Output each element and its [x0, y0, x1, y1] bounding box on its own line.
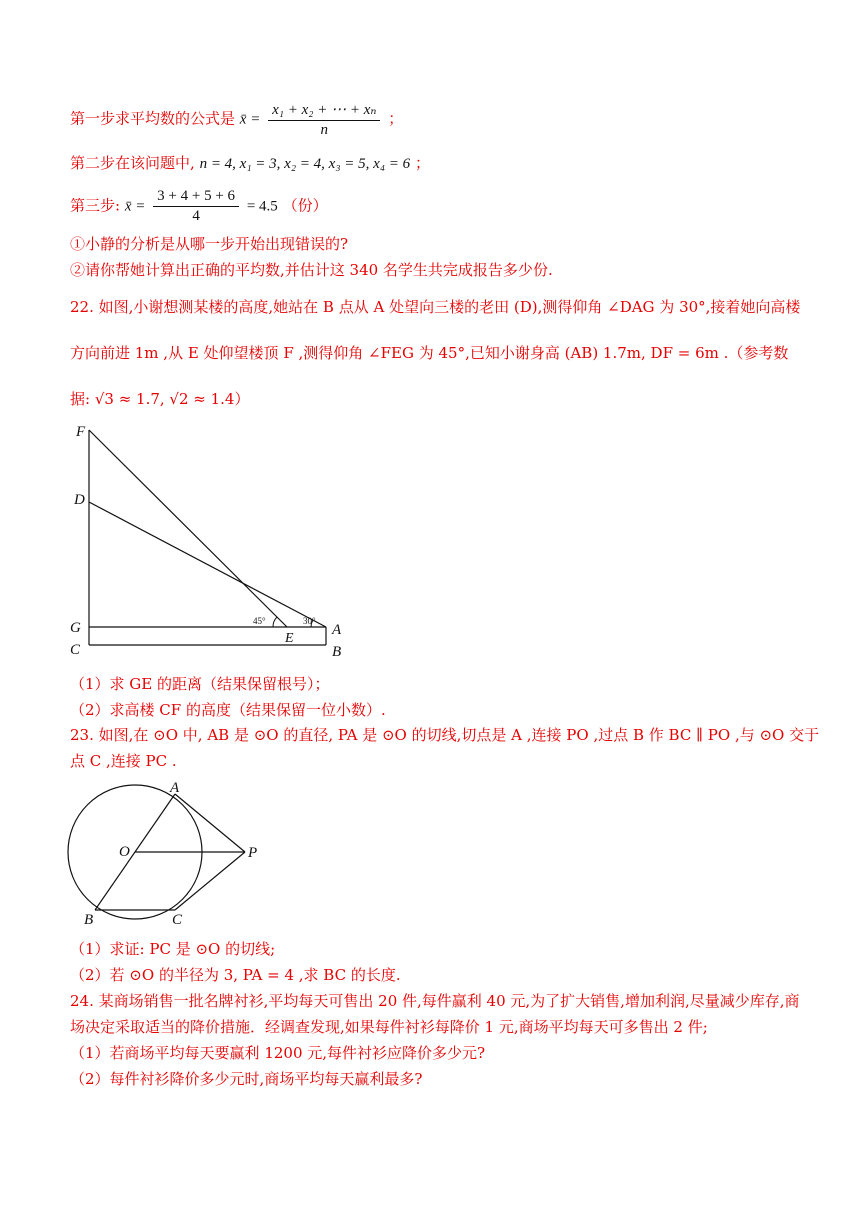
- step1-fraction: $\frac{\text{x₁ + x₂ + ⋯ + xₙ}}{n}$: [268, 100, 380, 139]
- label-E: E: [285, 631, 294, 646]
- q22-sub1: （1）求 GE 的距离（结果保留根号）；: [70, 675, 330, 693]
- q21-step3: 第三步: x̄ = $\frac{3 + 4 + 5 + 6}{4}$ = 4.5 （份）: [70, 188, 328, 224]
- q23-sub1: （1）求证: PC 是 ⊙O 的切线;: [70, 940, 276, 958]
- label-A: A: [332, 622, 342, 638]
- q24-line1: 24. 某商场销售一批名牌衬衫,平均每天可售出 20 件,每件赢利 40 元,为了扩大销售,增加利润,尽量减少库存,商: [70, 992, 800, 1010]
- q24-sub1: （1）若商场平均每天要赢利 1200 元,每件衬衫应降价多少元?: [70, 1044, 486, 1062]
- q22-sub2: （2）求高楼 CF 的高度（结果保留一位小数）.: [70, 701, 386, 719]
- label-angle-45: 45°: [253, 616, 266, 626]
- label-G: G: [70, 620, 81, 636]
- q23-line1: 23. 如图,在 ⊙O 中, AB 是 ⊙O 的直径, PA 是 ⊙O 的切线,切点是 A ,连接 PO ,过点 B 作 BC ∥ PO ,与 ⊙O 交于: [70, 726, 820, 744]
- q21-step2: 第二步在该问题中, n = 4, x₁ = 3, x₂ = 4, x₃ = 5, x₄ = 6 ；: [70, 154, 430, 172]
- q21-step1: 第一步求平均数的公式是 x̄ = $\frac{\text{x₁ + x₂ + ⋯ + xₙ}}{n}$ ；: [70, 102, 404, 138]
- q22-line1: 22. 如图,小谢想测某楼的高度,她站在 B 点从 A 处望向三楼的老田 (D),测得仰角 ∠DAG 为 30°,接着她向高楼: [70, 298, 801, 316]
- q24-line2: 场决定采取适当的降价措施．经调查发现,如果每件衬衫每降价 1 元,商场平均每天可多售出 2 件;: [70, 1018, 708, 1036]
- q23-line2: 点 C ,连接 PC .: [70, 752, 177, 770]
- q22-line3: 据: √3 ≈ 1.7, √2 ≈ 1.4）: [70, 390, 250, 408]
- label-C: C: [70, 642, 81, 658]
- label-A: A: [170, 780, 180, 796]
- label-D: D: [74, 492, 85, 508]
- q22-line2: 方向前进 1m ,从 E 处仰望楼顶 F ,测得仰角 ∠FEG 为 45°,已知小谢身高 (AB) 1.7m, DF = 6m .（参考数: [70, 344, 789, 362]
- label-O: O: [119, 844, 130, 860]
- step3-fraction: $\frac{3 + 4 + 5 + 6}{4}$: [153, 188, 239, 225]
- q21-sub2: ②请你帮她计算出正确的平均数,并估计这 340 名学生共完成报告多少份.: [70, 261, 553, 279]
- label-angle-30: 30°: [303, 616, 316, 626]
- label-B: B: [332, 644, 342, 660]
- label-B: B: [84, 912, 94, 928]
- label-F: F: [76, 424, 86, 440]
- q24-sub2: （2）每件衬衫降价多少元时,商场平均每天赢利最多?: [70, 1070, 423, 1088]
- q23-figure: [62, 776, 282, 936]
- q21-sub1: ①小静的分析是从哪一步开始出现错误的?: [70, 235, 349, 253]
- q22-figure: [60, 420, 360, 660]
- q23-sub2: （2）若 ⊙O 的半径为 3, PA = 4 ,求 BC 的长度.: [70, 966, 401, 984]
- label-C: C: [172, 912, 183, 928]
- label-P: P: [248, 845, 258, 861]
